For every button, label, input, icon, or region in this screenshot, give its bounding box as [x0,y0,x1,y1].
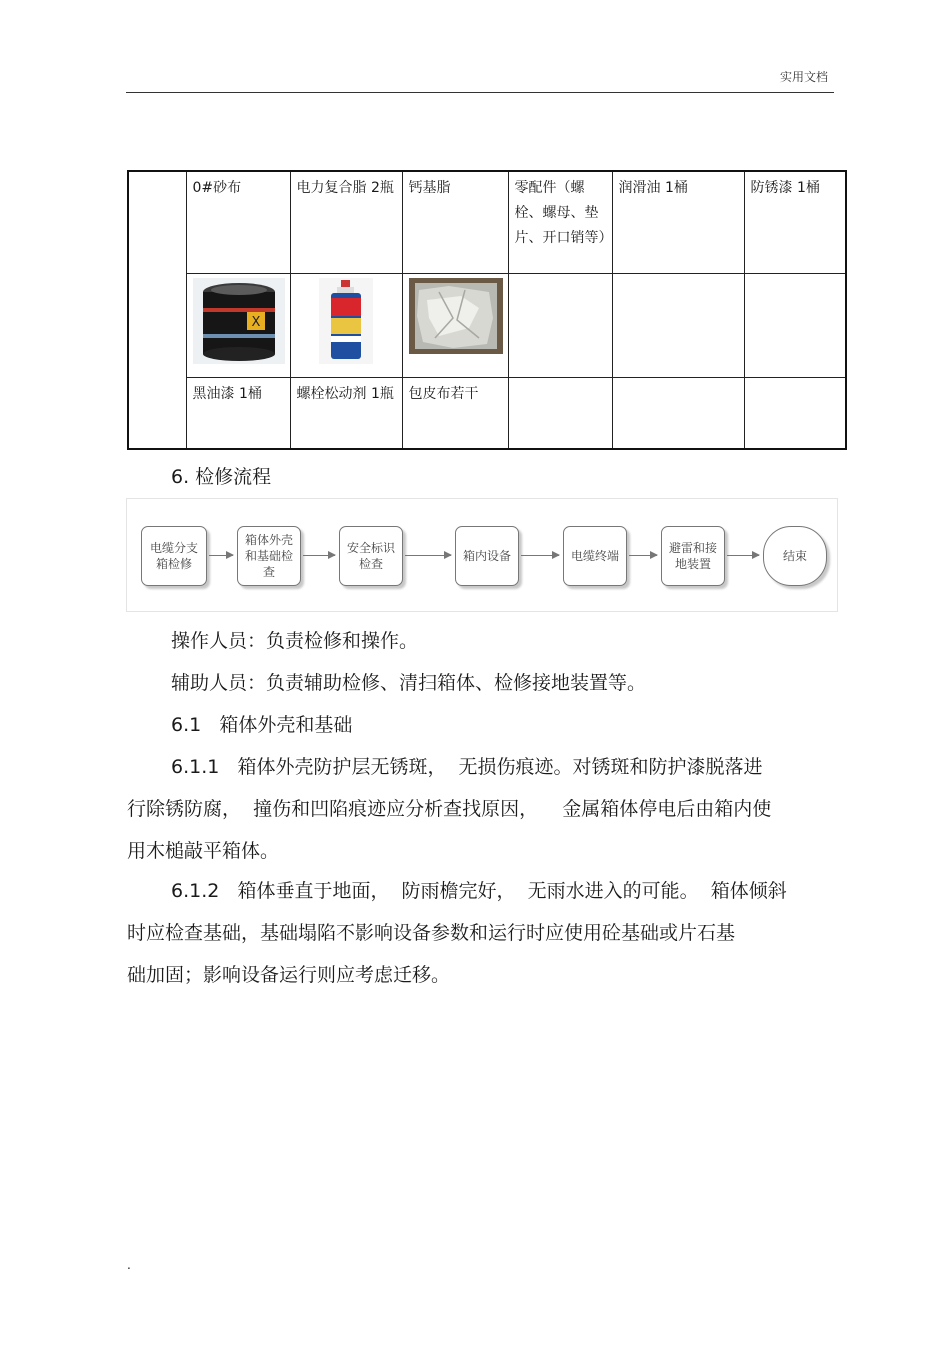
paragraph-line: 时应检查基础，基础塌陷不影响设备参数和运行时应使用砼基础或片石基 [127,922,736,944]
material-cell: 钙基脂 [402,171,508,273]
flow-step-end: 结束 [763,526,827,586]
footer-mark: . [127,1258,131,1272]
page-header [126,66,834,93]
svg-text:X: X [251,314,260,330]
flow-step: 安全标识检查 [339,526,403,586]
flow-step: 避雷和接地装置 [661,526,725,586]
flow-arrow-icon [209,555,233,556]
spray-can-icon [319,278,373,364]
maintenance-flowchart [126,498,838,612]
subsection-title: 6.1 箱体外壳和基础 [171,714,353,736]
empty-cell [508,273,612,377]
empty-cell [744,377,846,449]
paragraph-line: 用木槌敲平箱体。 [127,840,280,862]
material-cell: 包皮布若干 [402,377,508,449]
material-cell: 螺栓松动剂 1瓶 [290,377,402,449]
empty-cell [612,273,744,377]
material-cell: 0#砂布 [186,171,290,273]
flow-step: 电缆分支箱检修 [141,526,207,586]
bolt-loosener-spray-image [290,273,402,377]
flow-arrow-icon [521,555,559,556]
paragraph-line: 6.1.2 箱体垂直于地面， 防雨檐完好， 无雨水进入的可能。 箱体倾斜 [171,880,787,902]
paragraph-line: 6.1.1 箱体外壳防护层无锈斑， 无损伤痕迹。对锈斑和防护漆脱落进 [171,756,763,778]
material-cell: 黑油漆 1桶 [186,377,290,449]
flow-arrow-icon [303,555,335,556]
cloth-icon [409,278,503,354]
table-label-cell [128,171,186,449]
flow-arrow-icon [629,555,657,556]
material-cell: 电力复合脂 2瓶 [290,171,402,273]
table-row [128,377,846,449]
material-cell: 零配件（螺栓、螺母、垫片、开口销等） [508,171,612,273]
empty-cell [612,377,744,449]
paragraph-line: 行除锈防腐， 撞伤和凹陷痕迹应分析查找原因， 金属箱体停电后由箱内使 [127,798,772,820]
black-paint-can-image [186,273,290,377]
paint-can-icon [193,278,285,364]
header-text: 实用文档 [779,70,828,84]
flow-step: 箱体外壳和基础检查 [237,526,301,586]
operator-paragraph: 操作人员：负责检修和操作。 [171,630,419,652]
empty-cell [508,377,612,449]
table-row [128,273,846,377]
flow-arrow-icon [405,555,451,556]
flow-step: 箱内设备 [455,526,519,586]
wrapping-cloth-image [402,273,508,377]
materials-table [127,170,847,450]
flow-arrow-icon [727,555,759,556]
empty-cell [744,273,846,377]
material-cell: 防锈漆 1桶 [744,171,846,273]
assistant-paragraph: 辅助人员：负责辅助检修、清扫箱体、检修接地装置等。 [171,672,647,694]
paragraph-line: 础加固；影响设备运行则应考虑迁移。 [127,964,451,986]
flow-step: 电缆终端 [563,526,627,586]
table-row [128,171,846,273]
section-title: 6. 检修流程 [171,466,272,488]
material-cell: 润滑油 1桶 [612,171,744,273]
